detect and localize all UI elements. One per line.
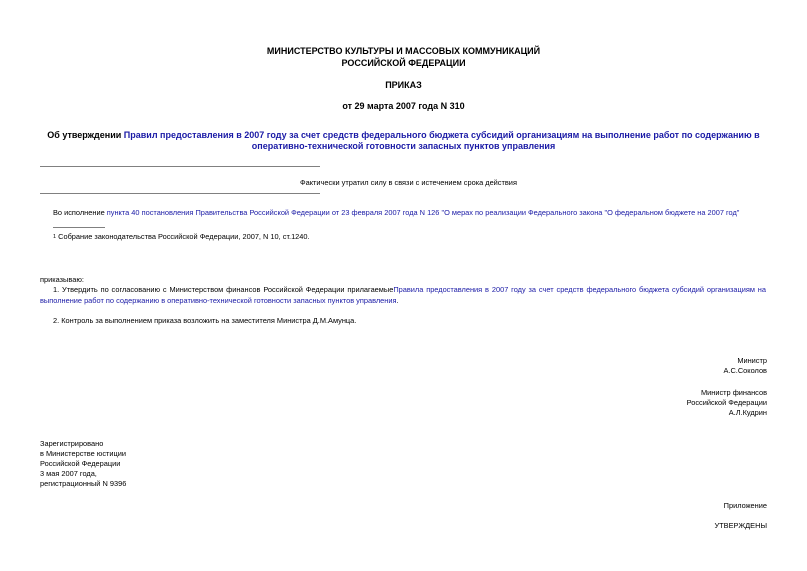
signature-1-position: Министр (737, 356, 767, 365)
footnote (53, 232, 310, 241)
divider-top (40, 166, 320, 167)
order-word: приказываю: (40, 275, 84, 284)
doc-title-link[interactable]: Правил предоставления в 2007 году за счет средств федерального бюджета субсидий организациям на выполнение работ по содержанию в (123, 130, 760, 140)
ministry-line-2: РОССИЙСКОЙ ФЕДЕРАЦИИ (341, 58, 466, 68)
status-note: Фактически утратил силу в связи с истечением срока действия (300, 178, 517, 187)
footnote-marker: 1 (53, 234, 57, 240)
doc-type: ПРИКАЗ (385, 80, 422, 90)
footnote-text: Собрание законодательства Российской Федерации, 2007, N 10, ст.1240. (56, 232, 310, 241)
footnote-divider (53, 227, 105, 228)
preamble (53, 208, 739, 217)
order-item-1 (40, 284, 766, 306)
registration-line-2: в Министерстве юстиции (40, 449, 127, 458)
doc-title-line-2[interactable]: оперативно-технической готовности запасных пунктов управления (251, 141, 556, 151)
signature-2-position-line-1: Министр финансов (700, 388, 767, 397)
appendix-label: Приложение (723, 501, 767, 510)
registration-line-1: Зарегистрировано (40, 439, 104, 448)
order-item-1-suffix: . (396, 296, 399, 305)
preamble-link[interactable]: пункта 40 постановления Правительства Российской Федерации от 23 февраля 2007 года N 126 "О мерах по реализации Федерального закона "О федеральном бюджете на 2007 год" (106, 208, 740, 217)
registration-line-4: 3 мая 2007 года, (40, 469, 97, 478)
doc-title-line-1 (0, 130, 807, 140)
signature-2-name: А.Л.Кудрин (728, 408, 767, 417)
doc-date: от 29 марта 2007 года N 310 (342, 101, 465, 111)
registration-line-3: Российской Федерации (40, 459, 121, 468)
order-item-2: 2. Контроль за выполнением приказа возложить на заместителя Министра Д.М.Амунца. (53, 316, 357, 325)
signature-2-position-line-2: Российской Федерации (686, 398, 767, 407)
ministry-line-1: МИНИСТЕРСТВО КУЛЬТУРЫ И МАССОВЫХ КОММУНИКАЦИЙ (266, 46, 541, 56)
appendix-approved: УТВЕРЖДЕНЫ (714, 521, 767, 530)
order-item-1-link[interactable]: Правила предоставления в 2007 году за счет средств федерального бюджета субсидий организациям на выполнение работ по содержанию в оперативно-технической готовности запасных пунктов управления (40, 285, 766, 305)
signature-1-name: А.С.Соколов (723, 366, 767, 375)
registration-line-5: регистрационный N 9396 (40, 479, 127, 488)
divider-bottom (40, 193, 320, 194)
preamble-prefix: Во исполнение (53, 208, 107, 217)
doc-title-prefix: Об утверждении (47, 130, 124, 140)
order-item-1-prefix: 1. Утвердить по согласованию с Министерством финансов Российской Федерации прилагаемые (53, 285, 394, 294)
